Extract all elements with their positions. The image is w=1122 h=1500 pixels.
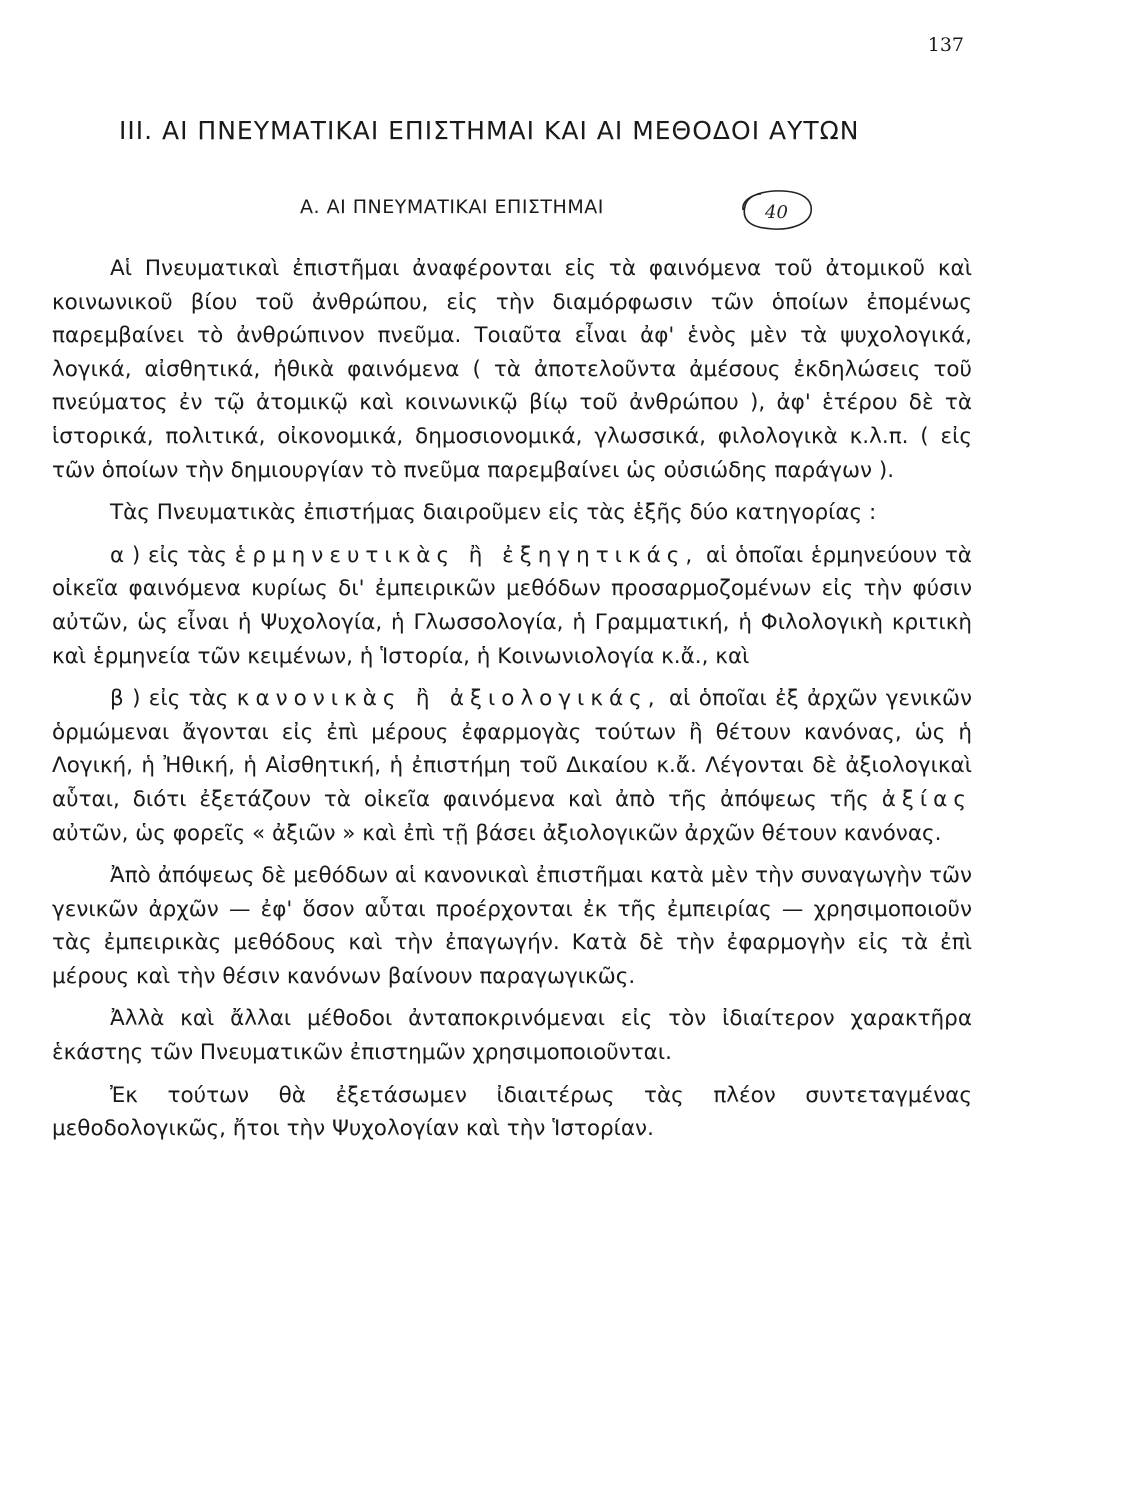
paragraph-categories: Τὰς Πνευματικὰς ἐπιστήμας διαιροῦμεν εἰς τὰς ἑξῆς δύο κατηγορίας : xyxy=(110,500,877,526)
item-label-b: β ) εἰς τὰς xyxy=(110,686,229,712)
section-title: Α. ΑΙ ΠΝΕΥΜΑΤΙΚΑΙ ΕΠΙΣΤΗΜΑΙ xyxy=(300,196,604,218)
spaced-term-normative: κανονικὰς ἢ ἀξιολογικάς, xyxy=(236,686,661,712)
paragraph-hermeneutic xyxy=(52,539,972,673)
body-text xyxy=(52,252,972,1146)
paragraph-other-methods: Ἀλλὰ καὶ ἄλλαι μέθοδοι ἀνταποκρινόμεναι εἰς τὸν ἰδιαίτερον χαρακτῆρα ἑκάστης τῶν Πνευματικῶν ἐπιστημῶν χρησιμοποιοῦνται. xyxy=(52,1006,972,1066)
spaced-term-hermeneutic: ἑρμηνευτικὰς ἢ ἐξηγητικάς, xyxy=(234,542,699,568)
paragraph-hermeneutic-rest: αἱ ὁποῖαι ἑρμηνεύουν τὰ οἰκεῖα φαινόμενα κυρίως δι' ἐμπειρικῶν μεθόδων προσαρμοζομένων εἰς τὴν φύσιν αὐτῶν, ὡς εἶναι ἡ Ψυχολογία, ἡ Γλωσσολογία, ἡ Γραμματική, ἡ Φιλολογικὴ κριτικὴ καὶ ἑρμηνεία τῶν κειμένων, ἡ Ἱστορία, ἡ Κοινωνιολογία κ.ἄ., καὶ xyxy=(52,542,972,669)
paragraph-normative xyxy=(52,682,972,850)
item-label-a: α ) εἰς τὰς xyxy=(110,542,227,568)
page-number: 137 xyxy=(927,34,964,56)
paragraph-intro: Αἱ Πνευματικαὶ ἐπιστῆμαι ἀναφέρονται εἰς τὰ φαινόμενα τοῦ ἀτομικοῦ καὶ κοινωνικοῦ βίου τοῦ ἀνθρώπου, εἰς τὴν διαμόρφωσιν τῶν ὁποίων ἐπομένως παρεμβαίνει τὸ ἀνθρώπινον πνεῦμα. Τοιαῦτα εἶναι ἀφ' ἑνὸς μὲν τὰ ψυχολογικά, λογικά, αἰσθητικά, ἠθικὰ φαινόμενα ( τὰ ἀποτελοῦντα ἀμέσους ἐκδηλώσεις τοῦ πνεύματος ἐν τῷ ἀτομικῷ καὶ κοινωνικῷ βίῳ τοῦ ἀνθρώπου ), ἀφ' ἑτέρου δὲ τὰ ἱστορικά, πολιτικά, οἰκονομικά, δημοσιονομικά, γλωσσικά, φιλολογικὰ κ.λ.π. ( εἰς τῶν ὁποίων τὴν δημιουργίαν τὸ πνεῦμα παρεμβαίνει ὡς οὐσιώδης παράγων ). xyxy=(52,256,972,483)
chapter-title: III. ΑΙ ΠΝΕΥΜΑΤΙΚΑΙ ΕΠΙΣΤΗΜΑΙ ΚΑΙ ΑΙ ΜΕΘΟΔΟΙ ΑΥΤΩΝ xyxy=(119,116,860,145)
paragraph-conclusion: Ἐκ τούτων θὰ ἐξετάσωμεν ἰδιαιτέρως τὰς πλέον συντεταγμένας μεθοδολογικῶς, ἤτοι τὴν Ψυχολογίαν καὶ τὴν Ἱστορίαν. xyxy=(52,1082,972,1142)
paragraph-normative-rest: αἱ ὁποῖαι ἐξ ἀρχῶν γενικῶν ὁρμώμεναι ἄγονται εἰς ἐπὶ μέρους ἐφαρμογὰς τούτων ἢ θέτουν κανόνας, ὡς ἡ Λογική, ἡ Ἠθική, ἡ Αἰσθητική, ἡ ἐπιστήμη τοῦ Δικαίου κ.ἄ. Λέγονται δὲ ἀξιολογικαὶ αὗται, διότι ἐξετάζουν τὰ οἰκεῖα φαινόμενα καὶ ἀπὸ τῆς ἀπόψεως τῆς xyxy=(52,686,973,812)
spaced-term-value: ἀξίας xyxy=(881,786,972,812)
handwritten-stamp-icon xyxy=(735,186,815,234)
paragraph-methods: Ἀπὸ ἀπόψεως δὲ μεθόδων αἱ κανονικαὶ ἐπιστῆμαι κατὰ μὲν τὴν συναγωγὴν τῶν γενικῶν ἀρχῶν — ἐφ' ὅσον αὗται προέρχονται ἐκ τῆς ἐμπειρίας — χρησιμοποιοῦν τὰς ἐμπειρικὰς μεθόδους καὶ τὴν ἐπαγωγήν. Κατὰ δὲ τὴν ἐφαρμογὴν εἰς τὰ ἐπὶ μέρους καὶ τὴν θέσιν κανόνων βαίνουν παραγωγικῶς. xyxy=(52,863,972,989)
stamp-text: 40 xyxy=(765,202,788,223)
paragraph-normative-end: αὐτῶν, ὡς φορεῖς « ἀξιῶν » καὶ ἐπὶ τῇ βάσει ἀξιολογικῶν ἀρχῶν θέτουν κανόνας. xyxy=(52,820,942,846)
